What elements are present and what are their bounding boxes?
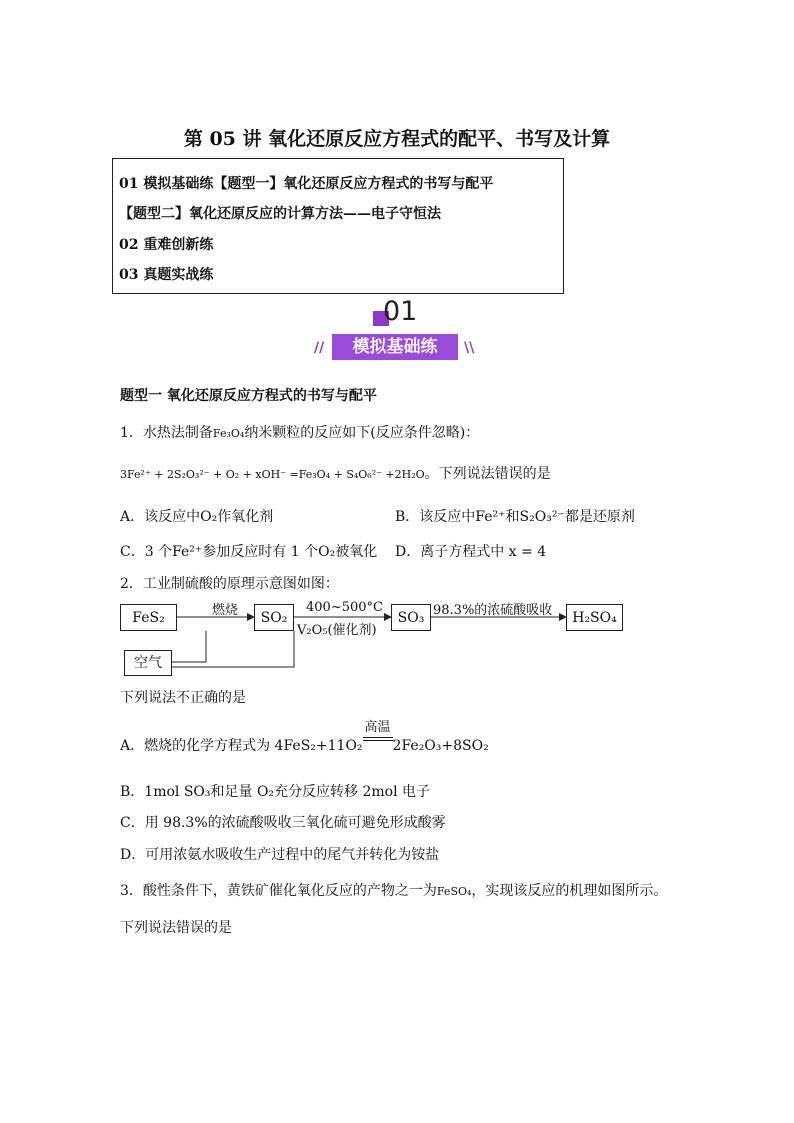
badge-right-slash-decoration: \\ <box>464 340 475 356</box>
q3-prompt: 下列说法错误的是 <box>120 920 232 936</box>
q1-option-c: C．3 个Fe²⁺参加反应时有 1 个O₂被氧化 <box>120 544 378 560</box>
q2-option-a-left: A．燃烧的化学方程式为 4FeS₂+11O₂ <box>120 738 363 754</box>
q2-stem: 2．工业制硫酸的原理示意图如图： <box>120 576 339 592</box>
flow-box-h2so4: H₂SO₄ <box>566 604 623 631</box>
flow-box-fes2: FeS₂ <box>120 604 177 631</box>
section-heading: 题型一 氧化还原反应方程式的书写与配平 <box>120 388 377 404</box>
q1-equation-tail: 。下列说法错误的是 <box>424 466 551 482</box>
toc-line-3: 02 重难创新练 <box>119 237 214 253</box>
q3-stem-b: ，实现该反应的机理如图所示。 <box>471 883 668 899</box>
q3-stem <box>120 880 667 900</box>
page-title: 第 05 讲 氧化还原反应方程式的配平、书写及计算 <box>183 128 611 150</box>
flow-box-so3: SO₃ <box>391 604 431 631</box>
q1-stem-formula: Fe₃O₄ <box>212 427 245 440</box>
q1-stem-b: 纳米颗粒的反应如下(反应条件忽略)： <box>244 425 480 441</box>
toc-line-2: 【题型二】氧化还原反应的计算方法——电子守恒法 <box>119 206 441 222</box>
q3-stem-formula: FeSO₄ <box>436 885 472 898</box>
badge-label: 模拟基础练 <box>332 334 458 360</box>
q1-option-b: B．该反应中Fe²⁺和S₂O₃²⁻都是还原剂 <box>395 509 635 525</box>
q2-option-a-double-line <box>363 737 393 741</box>
q3-stem-a: 3．酸性条件下，黄铁矿催化氧化反应的产物之一为 <box>120 883 437 899</box>
badge-left-slash-decoration: // <box>314 340 325 356</box>
q2-option-b: B．1mol SO₃和足量 O₂充分反应转移 2mol 电子 <box>120 784 431 800</box>
q2-option-a-condition: 高温 <box>364 720 391 735</box>
flow-box-so2: SO₂ <box>254 604 294 631</box>
flow-label-catalyst: V₂O₅(催化剂) <box>297 623 377 638</box>
flow-label-absorb: 98.3%的浓硫酸吸收 <box>433 603 553 618</box>
q1-option-a: A．该反应中O₂作氧化剂 <box>120 509 274 525</box>
badge-number: 01 <box>383 296 418 327</box>
flow-label-burn: 燃烧 <box>212 603 239 618</box>
q2-prompt: 下列说法不正确的是 <box>120 690 246 706</box>
q1-option-d: D．离子方程式中 x = 4 <box>395 544 547 560</box>
flow-label-temperature: 400~500°C <box>306 600 383 615</box>
q2-option-d: D．可用浓氨水吸收生产过程中的尾气并转化为铵盐 <box>120 847 440 863</box>
toc-line-1: 01 模拟基础练【题型一】氧化还原反应方程式的书写与配平 <box>119 176 494 192</box>
q2-option-a-right: 2Fe₂O₃+8SO₂ <box>392 738 489 754</box>
flow-box-air: 空气 <box>124 650 172 676</box>
q1-equation: 3Fe²⁺ + 2S₂O₃²⁻ + O₂ + xOH⁻ =Fe₃O₄ + S₄O₆²⁻ +2H₂O <box>120 468 425 481</box>
q1-stem-a: 1．水热法制备 <box>120 425 213 441</box>
q2-option-a-equals <box>363 720 393 750</box>
q2-option-c: C．用 98.3%的浓硫酸吸收三氧化硫可避免形成酸雾 <box>120 815 446 831</box>
q2-option-a <box>120 720 489 755</box>
toc-line-4: 03 真题实战练 <box>119 267 214 283</box>
